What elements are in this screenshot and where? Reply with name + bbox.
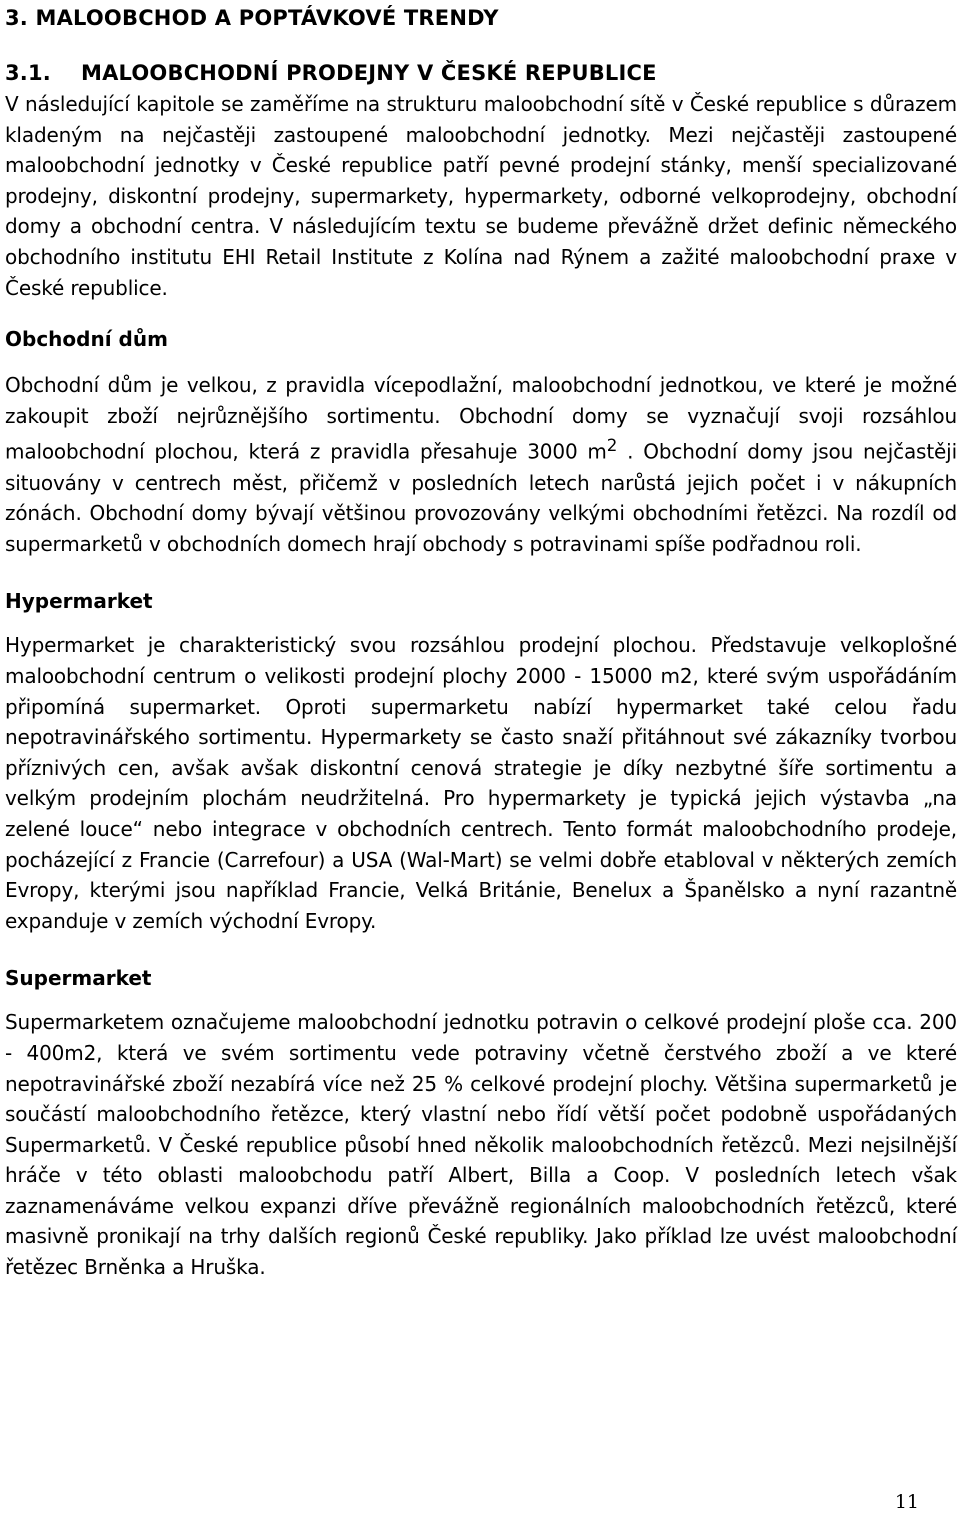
document-page bbox=[5, 0, 957, 1283]
obchodni-dum-text-2: . Obchodní domy jsou nejčastěji situovány v centrech měst, přičemž v posledních letech narůstá jejich počet i v nákupních zónách. Obchodní domy bývají většinou provozovány velkými obchodními řetězci. Na rozdíl od supermarketů v obchodních domech hrají obchody s potravinami spíše podřadnou roli. bbox=[5, 440, 957, 556]
hypermarket-paragraph: Hypermarket je charakteristický svou rozsáhlou prodejní plochou. Představuje velkoplošné maloobchodní centrum o velikosti prodejní plochy 2000 - 15000 m2, které svým uspořádáním připomíná supermarket. Oproti supermarketu nabízí hypermarket také celou řadu nepotravinářského sortimentu. Hypermarkety se často snaží přitáhnout své zákazníky tvorbou příznivých cen, avšak avšak diskontní cenová strategie je díky nezbytné šíře sortimentu a velkým prodejním plochám neudržitelná. Pro hypermarkety je typická jejich výstavba „na zelené louce“ nebo integrace v obchodních centrech. Tento formát maloobchodního prodeje, pocházející z Francie (Carrefour) a USA (Wal-Mart) se velmi dobře etabloval v některých zemích Evropy, kterými jsou například Francie, Velká Británie, Benelux a Španělsko a nyní razantně expanduje v zemích východní Evropy. bbox=[5, 633, 957, 933]
obchodni-dum-heading: Obchodní dům bbox=[5, 327, 168, 352]
supermarket-paragraph: Supermarketem označujeme maloobchodní jednotku potravin o celkové prodejní ploše cca. 200 - 400m2, která ve svém sortimentu vede potraviny včetně čerstvého zboží a ve které nepotravinářské zboží nezabírá více než 25 % celkové prodejní plochy. Většina supermarketů je součástí maloobchodního řetězce, který vlastní nebo řídí větší počet podobně uspořádaných Supermarketů. V České republice působí hned několik maloobchodních řetězců. Mezi nejsilnější hráče v této oblasti maloobchodu patří Albert, Billa a Coop. V posledních letech však zaznamenáváme velkou expanzi dříve převážně regionálních maloobchodních řetězců, které masivně pronikají na trhy dalších regionů České republiky. Jako příklad lze uvést maloobchodní řetězec Brněnka a Hruška. bbox=[5, 1010, 957, 1280]
section-title-text: MALOOBCHODNÍ PRODEJNY V ČESKÉ REPUBLICE bbox=[81, 61, 657, 85]
supermarket-heading: Supermarket bbox=[5, 966, 152, 991]
area-superscript: 2 bbox=[606, 436, 618, 456]
intro-paragraph: V následující kapitole se zaměříme na strukturu maloobchodní sítě v České republice s důrazem kladeným na nejčastěji zastoupené maloobchodní jednotky. Mezi nejčastěji zastoupené maloobchodní jednotky v České republice patří pevné prodejní stánky, menší specializované prodejny, diskontní prodejny, supermarkety, hypermarkety, odborné velkoprodejny, obchodní domy a obchodní centra. V následujícím textu se budeme převážně držet definic německého obchodního institutu EHI Retail Institute z Kolína nad Rýnem a zažité maloobchodní praxe v České republice. bbox=[5, 92, 957, 300]
obchodni-dum-paragraph bbox=[5, 370, 957, 559]
section-number: 3.1. bbox=[5, 61, 51, 85]
section-title bbox=[5, 59, 957, 87]
chapter-title: 3. MALOOBCHOD A POPTÁVKOVÉ TRENDY bbox=[5, 6, 499, 30]
hypermarket-heading: Hypermarket bbox=[5, 589, 153, 614]
page-number: 11 bbox=[894, 1491, 919, 1513]
obchodni-dum-text-1: Obchodní dům je velkou, z pravidla vícepodlažní, maloobchodní jednotkou, ve které je možné zakoupit zboží nejrůznějšího sortimentu. Obchodní domy se vyznačují svoji rozsáhlou maloobchodní plochou, která z pravidla přesahuje 3000 m bbox=[5, 373, 957, 464]
